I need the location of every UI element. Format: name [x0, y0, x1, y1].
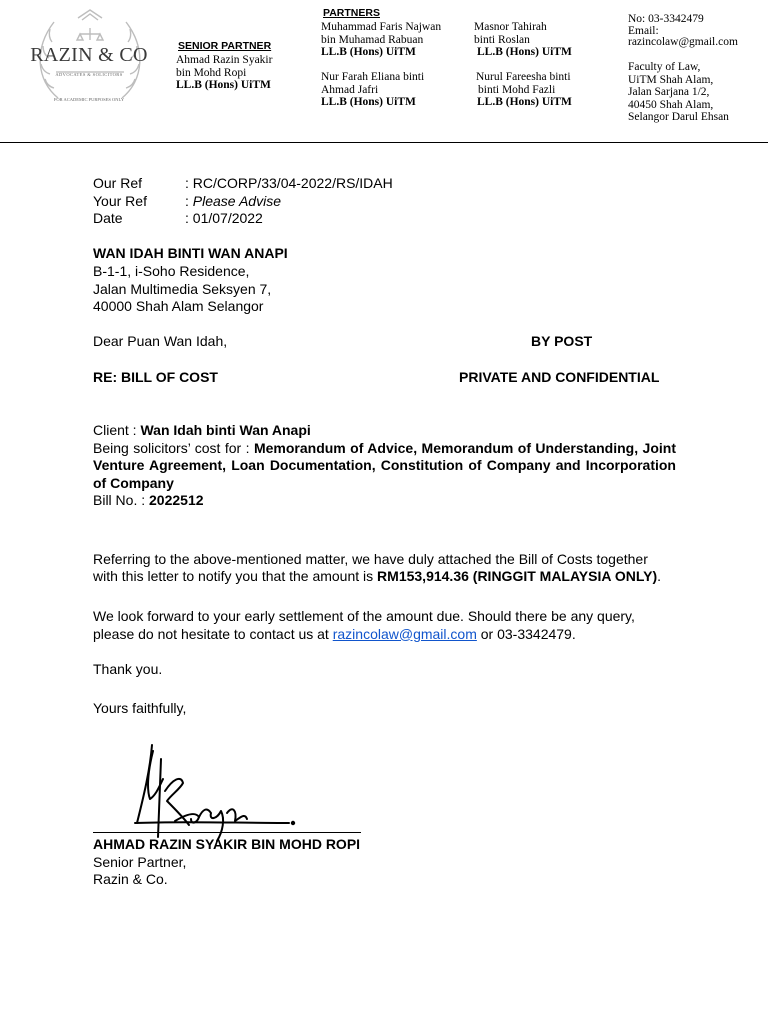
cost-description — [93, 440, 676, 493]
partner-4-line2: binti Mohd Fazli — [478, 83, 556, 96]
handwritten-signature — [125, 735, 305, 845]
senior-partner-name-1: Ahmad Razin Syakir — [176, 54, 273, 66]
partner-2-line2: binti Roslan — [474, 33, 530, 46]
thank-you: Thank you. — [93, 661, 163, 677]
partner-3-line1: Nur Farah Eliana binti — [321, 71, 425, 83]
firm-address-3: Jalan Sarjana 1/2, — [628, 86, 710, 98]
senior-partner-name-2: bin Mohd Ropi — [176, 66, 247, 79]
signature-line — [93, 832, 361, 833]
letterhead-divider — [0, 142, 768, 143]
para1-period: . — [657, 568, 662, 585]
para2-line2-text: please do not hesitate to contact us at — [93, 625, 333, 642]
bill-number: 2022512 — [149, 492, 204, 509]
para1-line2 — [93, 568, 661, 586]
partner-2-line1: Masnor Tahirah — [474, 21, 547, 33]
partner-3-qualification: LL.B (Hons) UiTM — [321, 96, 416, 108]
salutation: Dear Puan Wan Idah, — [93, 333, 228, 350]
client-line — [93, 422, 311, 440]
partner-2-qualification: LL.B (Hons) UiTM — [477, 46, 572, 58]
client-name: Wan Idah binti Wan Anapi — [140, 422, 311, 438]
firm-email[interactable]: razincolaw@gmail.com — [628, 36, 738, 48]
our-ref-label: Our Ref — [93, 175, 143, 191]
firm-email-label: Email: — [628, 24, 659, 37]
date-row — [93, 210, 263, 228]
para2-phone-text: or 03-3342479. — [476, 625, 576, 642]
your-ref-row — [93, 193, 281, 211]
logo-wordmark: RAZIN & CO — [30, 44, 148, 66]
our-ref-row — [93, 175, 393, 193]
letterhead — [0, 0, 768, 142]
senior-partner-qualification: LL.B (Hons) UiTM — [176, 79, 271, 91]
subject-line: RE: BILL OF COST — [93, 369, 218, 385]
firm-address-5: Selangor Darul Ehsan — [628, 111, 729, 123]
senior-partner-title: SENIOR PARTNER — [178, 40, 272, 52]
partner-4-qualification: LL.B (Hons) UiTM — [477, 96, 572, 108]
signatory-title: Senior Partner, — [93, 853, 187, 870]
para1-line1: Referring to the above-mentioned matter, we have duly attached the Bill of Costs together — [93, 550, 648, 567]
partner-1-line2: bin Muhamad Rabuan — [321, 33, 424, 46]
recipient-address-2: Jalan Multimedia Seksyen 7, — [93, 280, 272, 297]
para2-line2 — [93, 626, 576, 644]
cost-label: Being solicitors’ cost for : — [93, 439, 254, 456]
partner-1-line1: Muhammad Faris Najwan — [321, 21, 442, 33]
bill-amount: RM153,914.36 (RINGGIT MALAYSIA ONLY) — [377, 568, 658, 585]
logo-footnote: FOR ACADEMIC PURPOSES ONLY — [53, 97, 125, 102]
cost-items: Memorandum of Advice, Memorandum of Understanding, Joint Venture Agreement, Loan Documentation, Constitution of Company and Incorporation of Company — [93, 439, 676, 491]
your-ref-colon: : — [185, 192, 193, 209]
partners-title: PARTNERS — [323, 7, 380, 19]
logo-subtitle: ADVOCATES & SOLICITORS — [55, 72, 123, 77]
partner-4-line1: Nurul Fareesha binti — [476, 71, 571, 83]
partner-3-line2: Ahmad Jafri — [321, 83, 379, 96]
closing: Yours faithfully, — [93, 700, 187, 716]
firm-address-1: Faculty of Law, — [628, 61, 701, 73]
firm-address-2: UiTM Shah Alam, — [628, 73, 714, 86]
delivery-method: BY POST — [531, 333, 593, 350]
our-ref-value: : RC/CORP/33/04-2022/RS/IDAH — [185, 175, 393, 191]
client-label: Client : — [93, 422, 141, 438]
recipient-address-1: B-1-1, i-Soho Residence, — [93, 263, 250, 279]
bill-line — [93, 492, 204, 510]
confidentiality-label: PRIVATE AND CONFIDENTIAL — [459, 369, 660, 385]
recipient-address-3: 40000 Shah Alam Selangor — [93, 298, 264, 315]
your-ref-label: Your Ref — [93, 192, 147, 209]
your-ref-value: Please Advise — [192, 192, 281, 209]
contact-email-link[interactable]: razincolaw@gmail.com — [332, 625, 477, 642]
date-value: : 01/07/2022 — [185, 210, 263, 227]
signatory-name: AHMAD RAZIN SYAKIR BIN MOHD ROPI — [93, 836, 361, 852]
partner-1-qualification: LL.B (Hons) UiTM — [321, 46, 416, 58]
firm-phone: No: 03-3342479 — [628, 13, 704, 25]
para1-line2-text: with this letter to notify you that the amount is — [93, 568, 378, 585]
para2-line1: We look forward to your early settlement of the amount due. Should there be any query, — [93, 608, 635, 624]
firm-address-4: 40450 Shah Alam, — [628, 98, 714, 111]
date-label: Date — [93, 210, 123, 227]
bill-label: Bill No. : — [93, 492, 150, 509]
recipient-name: WAN IDAH BINTI WAN ANAPI — [93, 245, 288, 262]
signatory-firm: Razin & Co. — [93, 871, 168, 888]
